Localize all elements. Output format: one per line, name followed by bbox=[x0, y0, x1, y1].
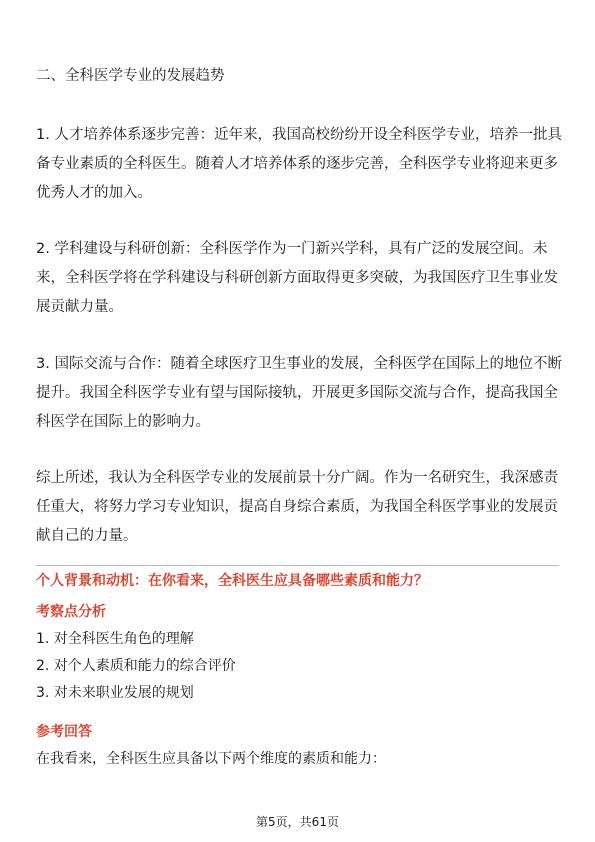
paragraph-discipline-research bbox=[36, 235, 558, 322]
paragraph-line: 优秀人才的加入。 bbox=[36, 185, 152, 201]
paragraph-line: 备专业素质的全科医生。随着人才培养体系的逐步完善，全科医学专业将迎来更多 bbox=[36, 156, 558, 172]
paragraph-line: 3. 国际交流与合作：随着全球医疗卫生事业的发展，全科医学在国际上的地位不断 bbox=[36, 356, 562, 372]
paragraph-line: 综上所述，我认为全科医学专业的发展前景十分广阔。作为一名研究生，我深感责 bbox=[36, 470, 558, 486]
section-divider bbox=[36, 565, 559, 566]
analysis-item: 2. 对个人素质和能力的综合评价 bbox=[36, 658, 236, 674]
page-number: 第5页，共61页 bbox=[256, 815, 339, 829]
paragraph-summary bbox=[36, 464, 558, 551]
answer-intro: 在我看来，全科医生应具备以下两个维度的素质和能力： bbox=[36, 751, 386, 767]
paragraph-talent-training bbox=[36, 121, 562, 208]
paragraph-international bbox=[36, 350, 562, 437]
paragraph-line: 来，全科医学将在学科建设与科研创新方面取得更多突破，为我国医疗卫生事业发 bbox=[36, 270, 558, 286]
paragraph-line: 献自己的力量。 bbox=[36, 528, 138, 544]
paragraph-line: 任重大，将努力学习专业知识，提高自身综合素质，为我国全科医学事业的发展贡 bbox=[36, 499, 558, 515]
paragraph-line: 1. 人才培养体系逐步完善：近年来，我国高校纷纷开设全科医学专业，培养一批具 bbox=[36, 127, 562, 143]
analysis-item: 3. 对未来职业发展的规划 bbox=[36, 685, 194, 701]
analysis-heading: 考察点分析 bbox=[36, 604, 106, 620]
paragraph-line: 展贡献力量。 bbox=[36, 299, 123, 315]
paragraph-line: 提升。我国全科医学专业有望与国际接轨，开展更多国际交流与合作，提高我国全 bbox=[36, 385, 558, 401]
paragraph-line: 科医学在国际上的影响力。 bbox=[36, 414, 210, 430]
section-heading: 二、全科医学专业的发展趋势 bbox=[36, 68, 225, 84]
answer-heading: 参考回答 bbox=[36, 724, 92, 740]
interview-question: 个人背景和动机：在你看来，全科医生应具备哪些素质和能力？ bbox=[36, 573, 428, 589]
paragraph-line: 2. 学科建设与科研创新：全科医学作为一门新兴学科，具有广泛的发展空间。未 bbox=[36, 241, 548, 257]
analysis-item: 1. 对全科医生角色的理解 bbox=[36, 631, 194, 647]
